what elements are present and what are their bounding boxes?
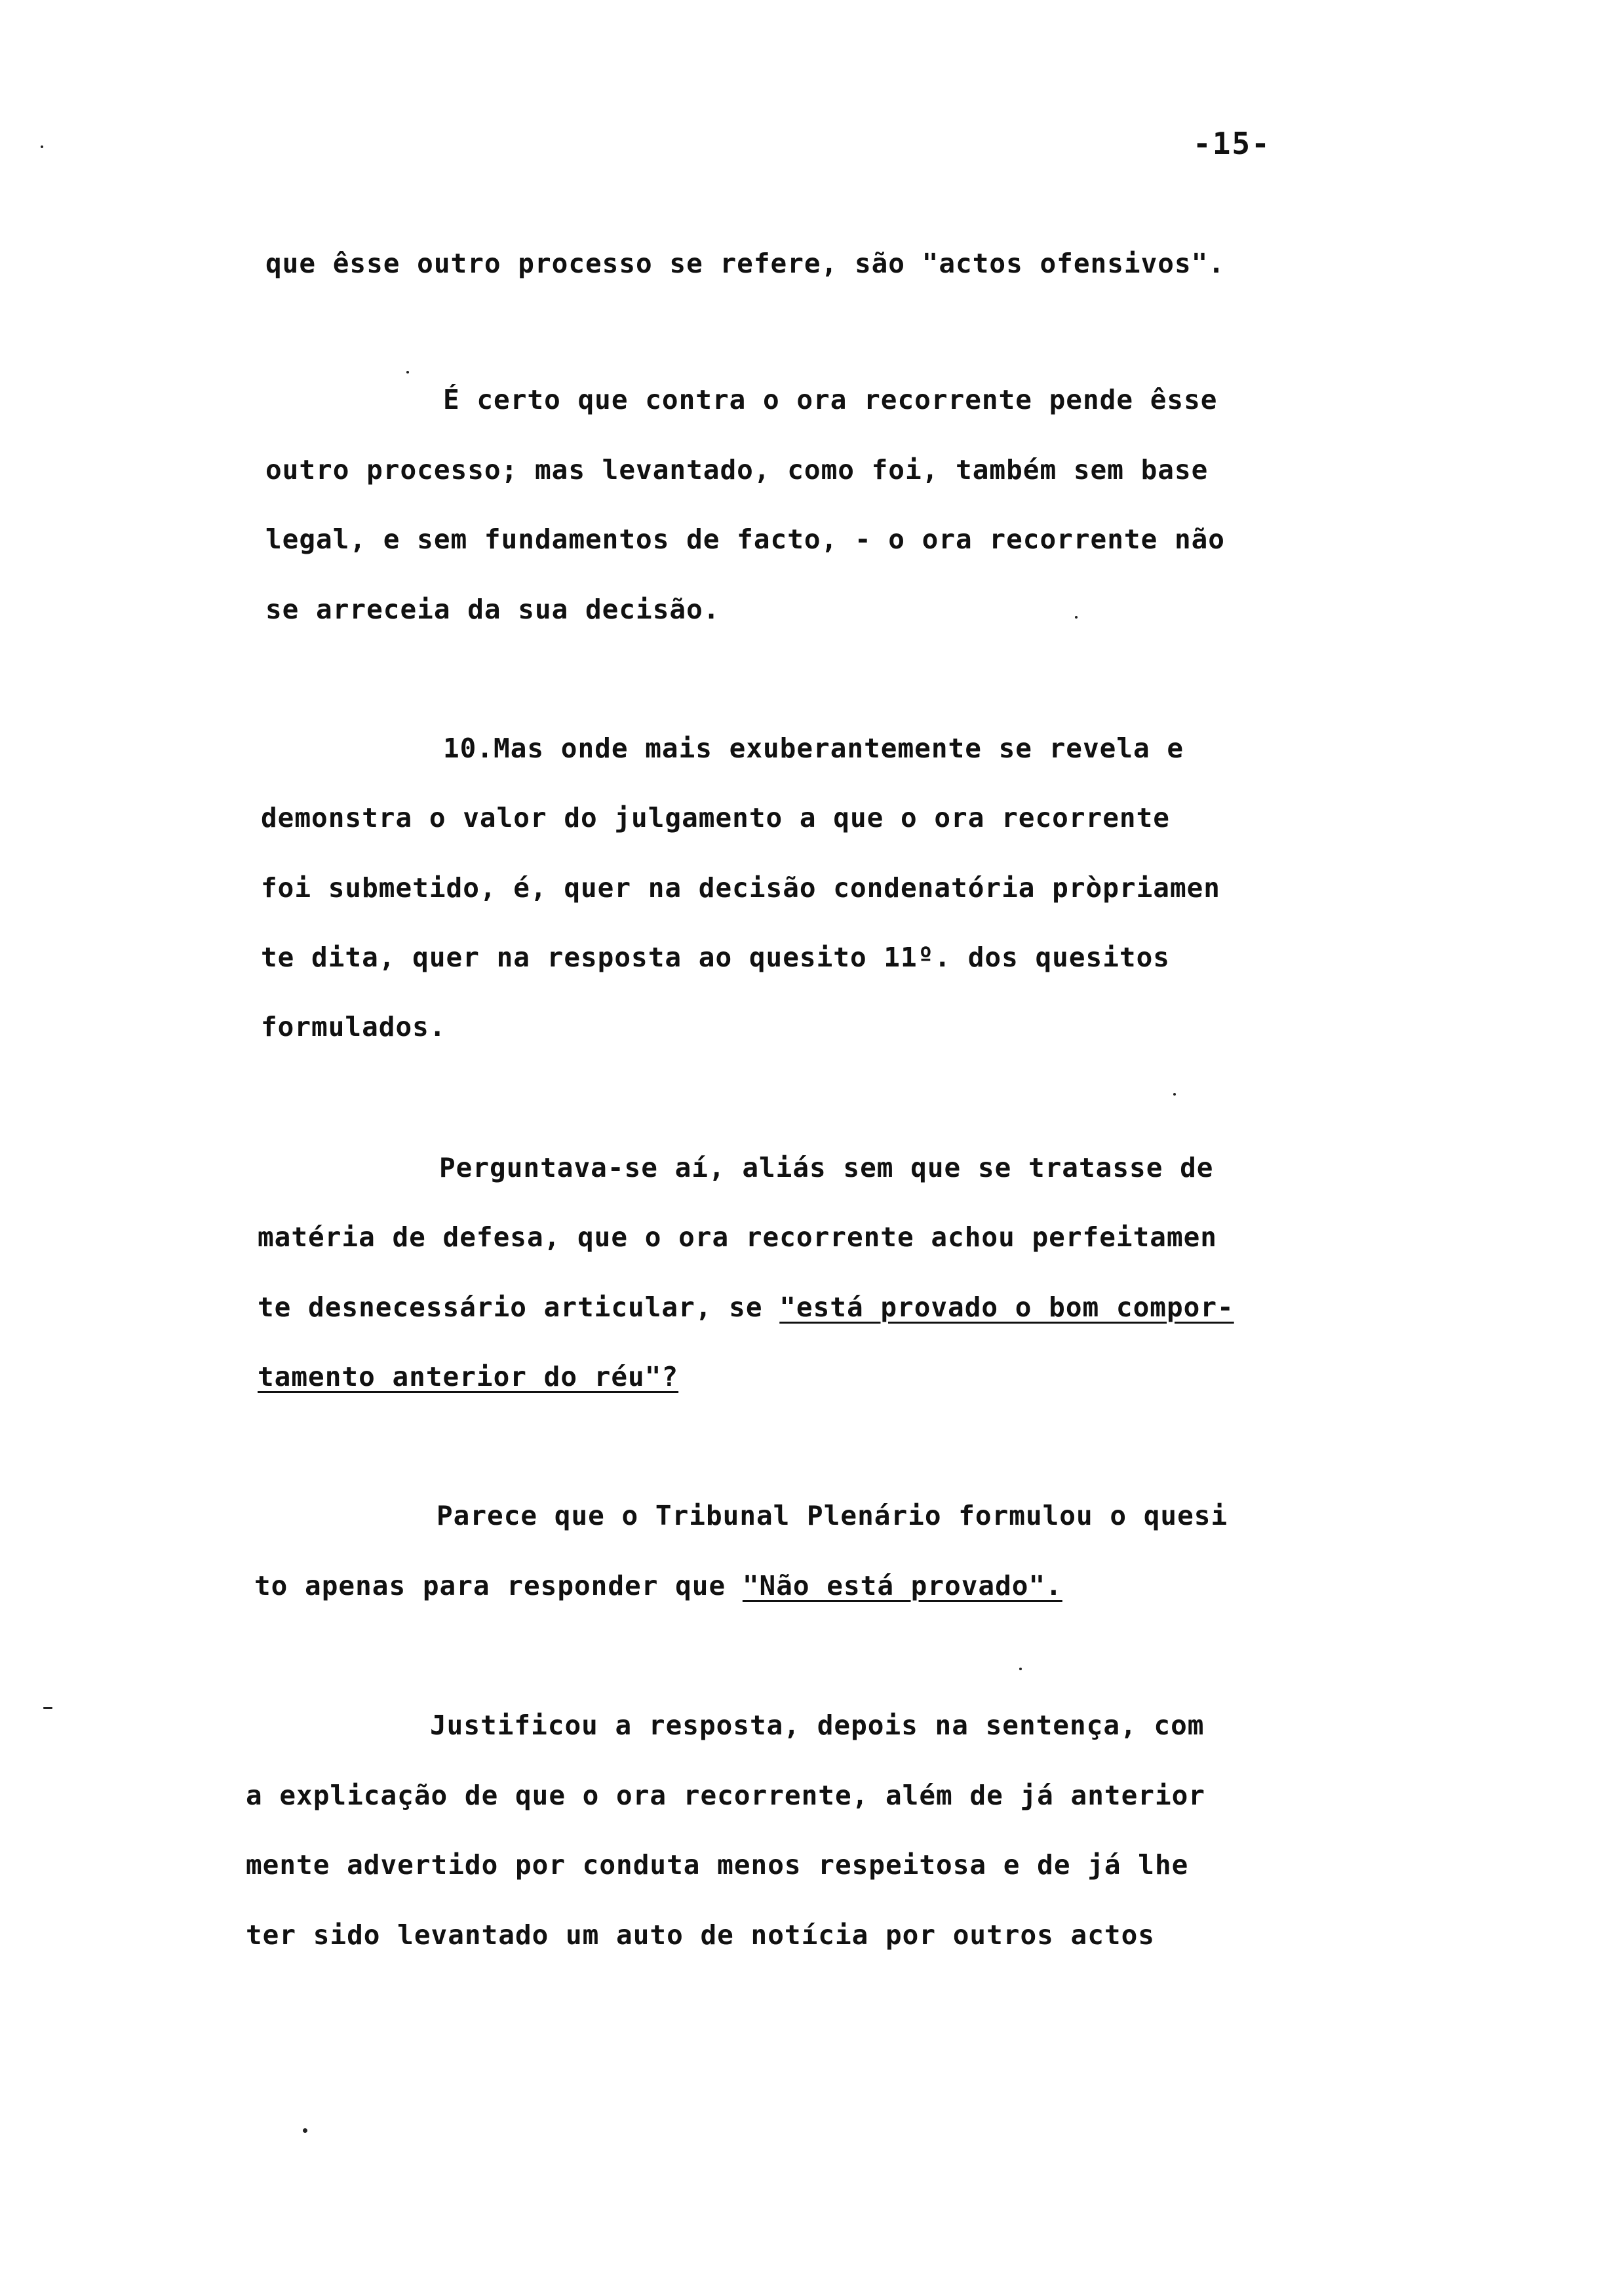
text-line: se arreceia da sua decisão. — [265, 594, 720, 625]
text-line — [254, 1570, 1062, 1601]
scan-speck — [41, 145, 43, 148]
text-line: outro processo; mas levantado, como foi, também sem base — [265, 454, 1209, 486]
text-line — [258, 1361, 679, 1392]
text-line: te dita, quer na resposta ao quesito 11º. dos quesitos — [261, 942, 1170, 973]
text-segment: to apenas para responder que — [254, 1570, 743, 1601]
text-line: Justificou a resposta, depois na sentença, com — [430, 1710, 1205, 1741]
text-line: Parece que o Tribunal Plenário formulou o quesi — [437, 1500, 1228, 1531]
page-number: -15- — [1193, 126, 1271, 161]
text-line: matéria de defesa, que o ora recorrente achou perfeitamen — [258, 1221, 1217, 1253]
text-line: a explicação de que o ora recorrente, além de já anterior — [246, 1780, 1205, 1811]
text-line: 10.Mas onde mais exuberantemente se revela e — [443, 733, 1184, 764]
underlined-text: "Não está provado". — [742, 1570, 1062, 1601]
scan-speck — [1075, 616, 1078, 619]
scan-speck — [406, 371, 409, 373]
scan-speck — [43, 1707, 52, 1709]
text-line: que êsse outro processo se refere, são "actos ofensivos". — [265, 248, 1225, 279]
scan-speck — [1019, 1668, 1022, 1670]
text-line: foi submetido, é, quer na decisão condenatória pròpriamen — [261, 872, 1220, 904]
text-segment: te desnecessário articular, se — [258, 1292, 780, 1323]
text-line: ter sido levantado um auto de notícia por outros actos — [246, 1919, 1155, 1951]
text-line: legal, e sem fundamentos de facto, - o ora recorrente não — [265, 524, 1225, 555]
underlined-text: tamento anterior do réu"? — [258, 1361, 679, 1392]
scan-speck — [303, 2128, 307, 2133]
text-line: demonstra o valor do julgamento a que o ora recorrente — [261, 802, 1170, 833]
text-line — [258, 1294, 1234, 1321]
scan-speck — [1173, 1093, 1176, 1096]
underlined-text: "está provado o bom compor- — [779, 1292, 1234, 1323]
text-line: formulados. — [261, 1011, 446, 1043]
text-line: É certo que contra o ora recorrente pende êsse — [443, 384, 1218, 415]
text-line: Perguntava-se aí, aliás sem que se tratasse de — [439, 1152, 1214, 1183]
text-line: mente advertido por conduta menos respeitosa e de já lhe — [246, 1849, 1189, 1881]
